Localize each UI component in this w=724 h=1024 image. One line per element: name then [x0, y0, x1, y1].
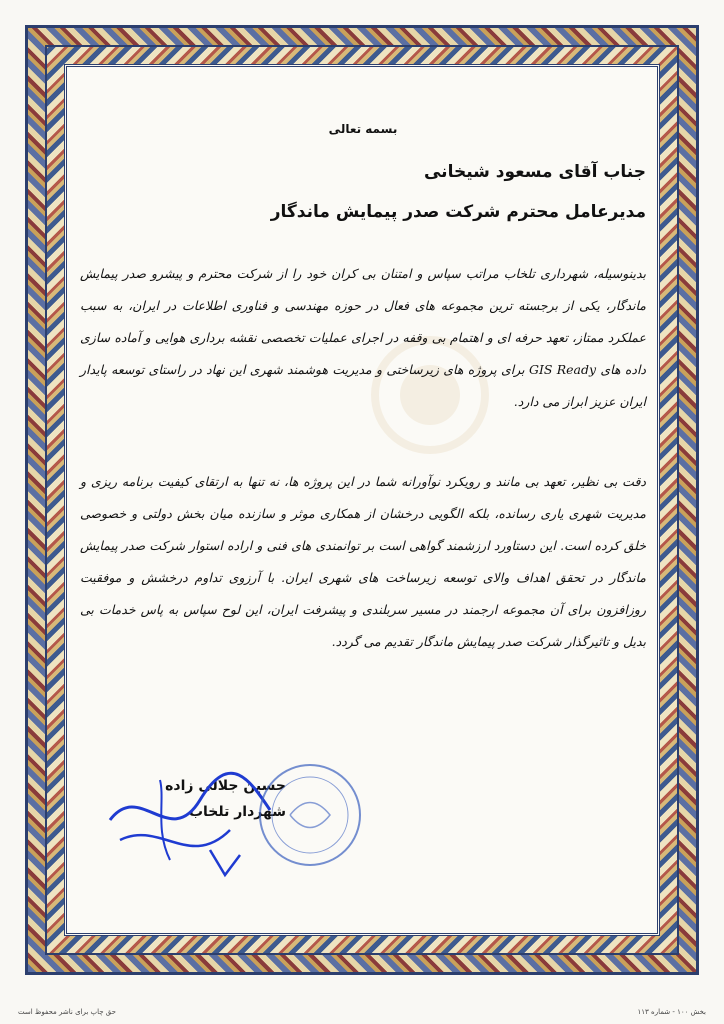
- footer-right-note: بخش ۱۰۰ - شماره ۱۱۳: [637, 1008, 706, 1016]
- footer-left-note: حق چاپ برای ناشر محفوظ است: [18, 1008, 116, 1016]
- signatory-title: شهردار تلخاب: [188, 804, 286, 820]
- official-stamp: [255, 760, 365, 870]
- addressee-position: مدیرعامل محترم شرکت صدر پیمایش ماندگار: [270, 202, 646, 222]
- body-paragraph-2: دقت بی نظیر، تعهد بی مانند و رویکرد نوآورانه شما در این پروژه ها، نه تنها به ارتقای کیفیت برنامه ریزی و مدیریت شهری یاری رسانده، بلکه الگویی درخشان از همکاری موثر و سازنده میان بخش دولتی و خصوصی خلق کرده است. این دستاورد ارزشمند گواهی است بر توانمندی های فنی و اراده استوار شرکت صدر پیمایش ماندگار در تحقق اهداف والای توسعه زیرساخت های شهری ایران. با آرزوی تداوم درخشش و موفقیت روزافزون برای آن مجموعه ارجمند در مسیر سربلندی و پیشرفت ایران، این لوح سپاس به پاس خدمات بی بدیل و تاثیرگذار شرکت صدر پیمایش ماندگار تقدیم می گردد.: [80, 474, 646, 649]
- addressee-name: جناب آقای مسعود شیخانی: [423, 162, 646, 182]
- handwritten-signature: [100, 760, 280, 890]
- body-paragraph-1: بدینوسیله، شهرداری تلخاب مراتب سپاس و امتنان بی کران خود را از شرکت محترم و پیشرو صدر پیمایش ماندگار، یکی از برجسته ترین مجموعه های فعال در حوزه مهندسی و فناوری اطلاعات در ایران، به سبب عملکرد ممتاز، تعهد حرفه ای و اهتمام بی وقفه در اجرای عملیات تخصصی نقشه برداری هوایی و آماده سازی داده های GIS Ready برای پروژه های زیرساختی و مدیریت هوشمند شهری این نهاد در راستای توسعه پایدار ایران عزیز ابراز می دارد.: [80, 266, 646, 409]
- bismillah-heading: بسمه تعالی: [328, 122, 398, 136]
- signatory-name: حسین جلالی زاده: [165, 778, 286, 794]
